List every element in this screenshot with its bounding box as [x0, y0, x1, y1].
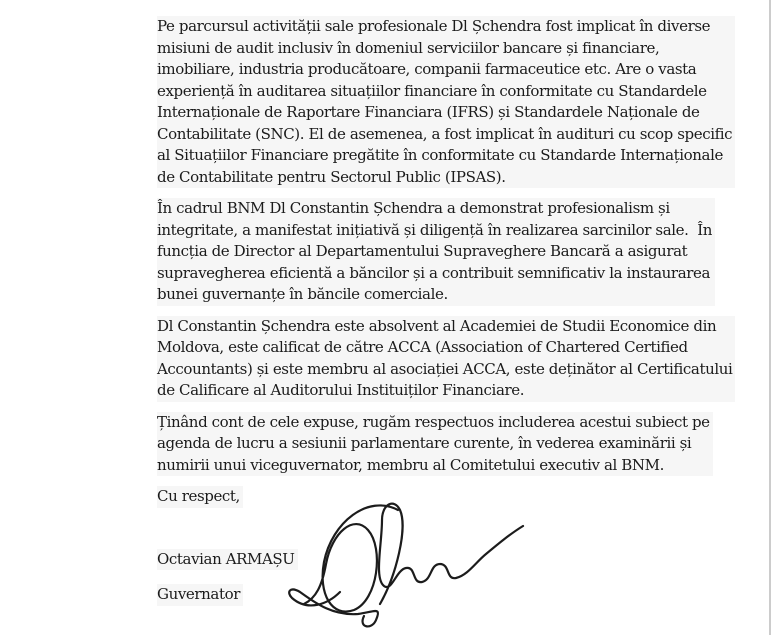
text-line: bunei guvernanțe în băncile comerciale. — [157, 285, 448, 303]
text-line: Dl Constantin Șchendra este absolvent al Academiei de Studii Economice din — [157, 316, 717, 335]
paragraph-1 — [157, 16, 735, 188]
text-line: Internaționale de Raportare Financiara (IFRS) și Standardele Naționale de — [157, 103, 700, 121]
text-line: supravegherea eficientă a băncilor și a contribuit semnificativ la instaurarea — [157, 263, 711, 282]
text-line: numirii unui viceguvernator, membru al Comitetului executiv al BNM. — [157, 455, 664, 474]
signatory-name: Octavian ARMAȘU — [157, 549, 298, 571]
text-line: misiuni de audit inclusiv în domeniul serviciilor bancare și financiare, — [157, 38, 660, 57]
text-line: În cadrul BNM Dl Constantin Șchendra a demonstrat profesionalism și — [157, 199, 670, 217]
paragraph-2 — [157, 198, 715, 306]
text-line: al Situațiilor Financiare pregătite în conformitate cu Standarde Internaționale — [157, 146, 723, 164]
text-line: Pe parcursul activității sale profesionale Dl Șchendra fost implicat în diverse — [157, 17, 711, 35]
text-line: Moldova, este calificat de către ACCA (Association of Chartered Certified — [157, 338, 688, 356]
text-line: imobiliare, industria producătoare, companii farmaceutice etc. Are o vasta — [157, 60, 697, 78]
text-line: agenda de lucru a sesiunii parlamentare curente, în vederea examinării și — [157, 434, 692, 452]
text-line: experiență în auditarea situațiilor financiare în conformitate cu Standardele — [157, 81, 707, 100]
text-line: Contabilitate (SNC). El de asemenea, a fost implicat în audituri cu scop specific — [157, 124, 733, 143]
closing-salutation: Cu respect, — [157, 486, 243, 508]
paragraph-4 — [157, 412, 713, 477]
text-line: de Contabilitate pentru Sectorul Public (IPSAS). — [157, 167, 506, 186]
text-line: funcția de Director al Departamentului Supraveghere Bancară a asigurat — [157, 242, 688, 260]
text-line: Ținând cont de cele expuse, rugăm respectuos includerea acestui subiect pe — [157, 412, 710, 431]
scan-edge-line — [769, 0, 771, 635]
paragraph-3 — [157, 316, 735, 402]
handwritten-signature-icon — [280, 492, 532, 634]
signatory-title: Guvernator — [157, 584, 243, 606]
text-line: Accountants) și este membru al asociației ACCA, este deținător al Certificatului — [157, 359, 733, 378]
text-line: integritate, a manifestat inițiativă și diligență în realizarea sarcinilor sale. În — [157, 220, 712, 239]
text-line: de Calificare al Auditorului Instituiților Financiare. — [157, 381, 525, 399]
